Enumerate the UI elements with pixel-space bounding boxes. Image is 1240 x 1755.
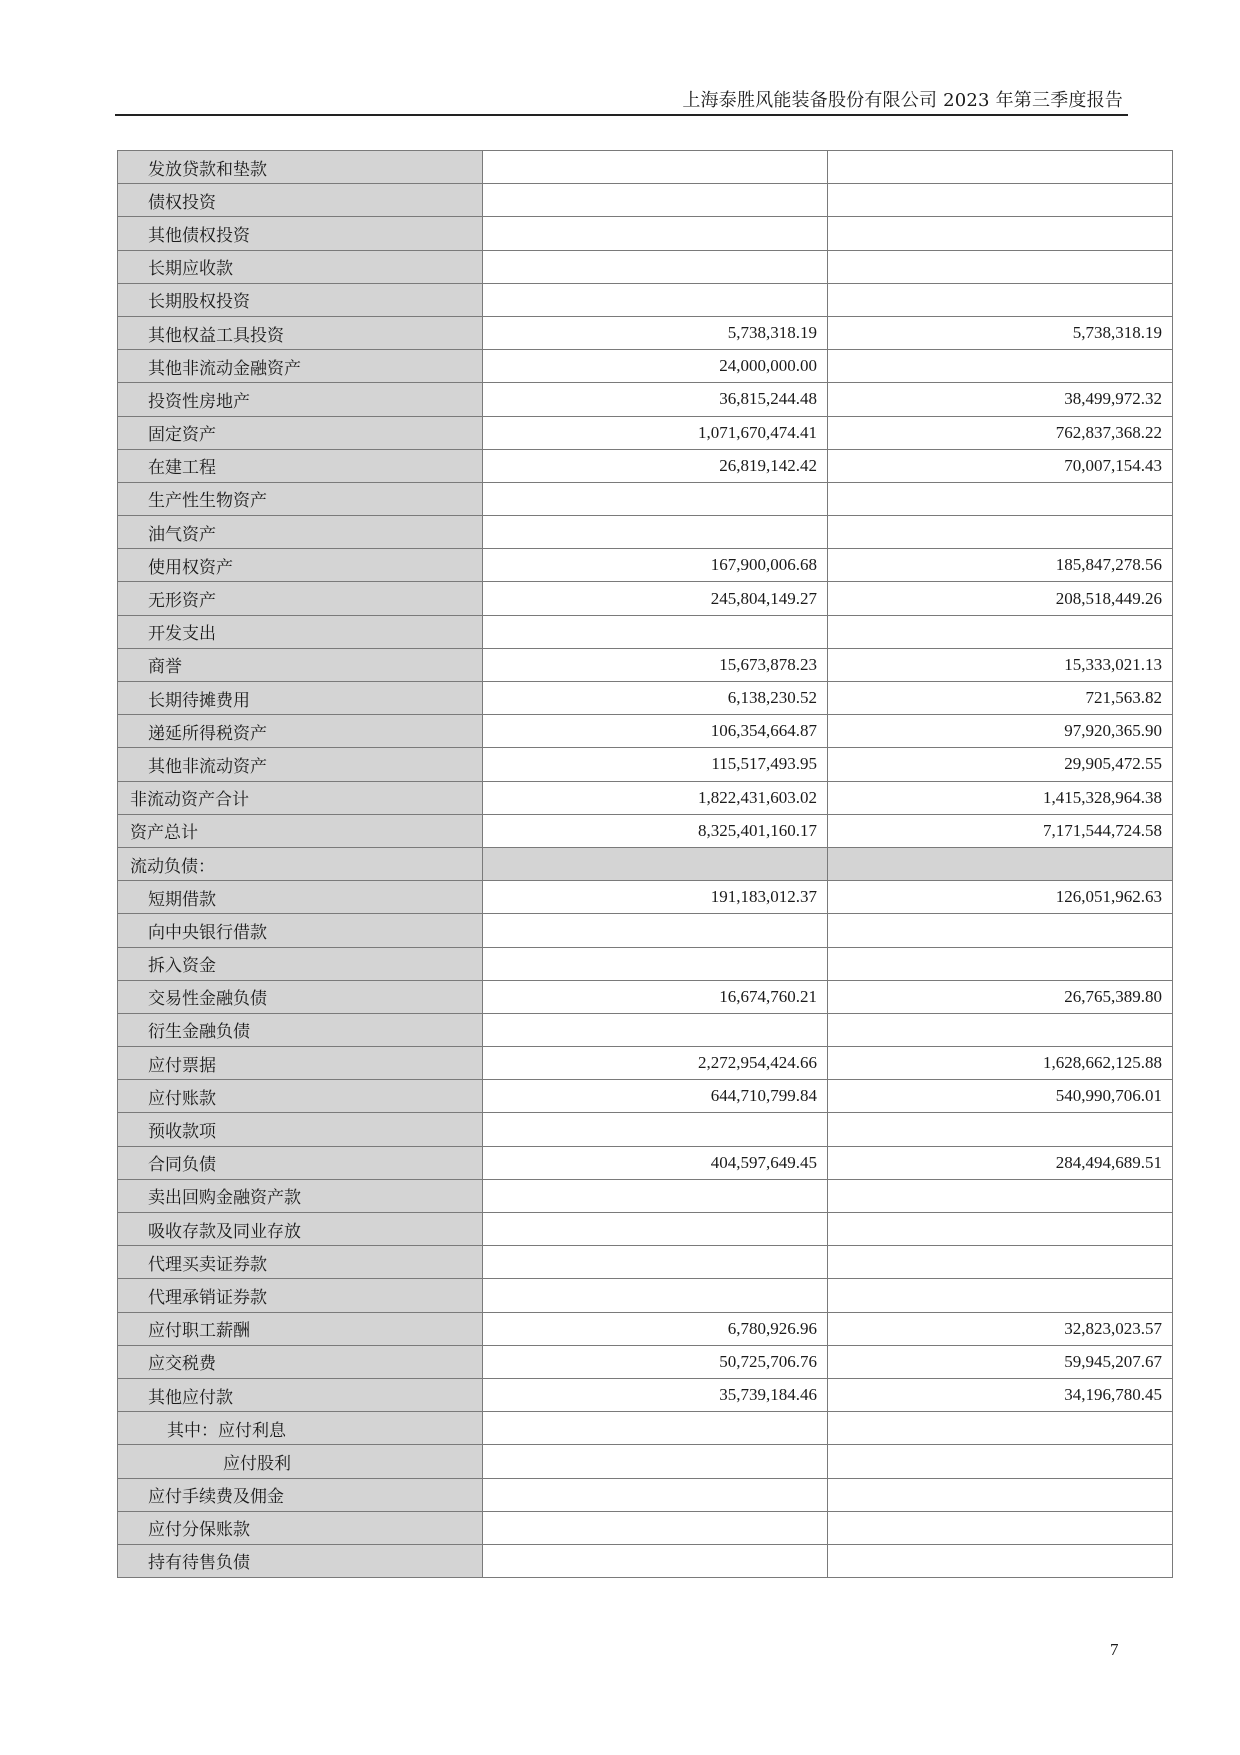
current-period-value [483,217,828,250]
prior-period-value [828,184,1173,217]
prior-period-value [828,1113,1173,1146]
prior-period-value [828,283,1173,316]
table-row [118,383,1173,416]
row-label: 交易性金融负债 [118,980,483,1013]
table-row [118,1345,1173,1378]
current-period-value [483,1478,828,1511]
table-row [118,1179,1173,1212]
page-number: 7 [1110,1640,1119,1659]
current-period-value: 36,815,244.48 [483,383,828,416]
current-period-value: 8,325,401,160.17 [483,814,828,847]
row-label: 递延所得税资产 [118,715,483,748]
current-period-value: 2,272,954,424.66 [483,1047,828,1080]
row-label: 资产总计 [118,814,483,847]
prior-period-value: 29,905,472.55 [828,748,1173,781]
table-row [118,1412,1173,1445]
table-row [118,1544,1173,1577]
row-label: 投资性房地产 [118,383,483,416]
row-label: 衍生金融负债 [118,1013,483,1046]
table-row [118,1047,1173,1080]
row-label: 固定资产 [118,416,483,449]
table-row [118,814,1173,847]
table-row [118,350,1173,383]
row-label: 无形资产 [118,582,483,615]
prior-period-value: 59,945,207.67 [828,1345,1173,1378]
prior-period-value [828,1511,1173,1544]
table-row [118,1080,1173,1113]
table-row [118,1312,1173,1345]
prior-period-value [828,1478,1173,1511]
current-period-value [483,1279,828,1312]
prior-period-value: 208,518,449.26 [828,582,1173,615]
row-label: 其中：应付利息 [118,1412,483,1445]
row-label: 代理买卖证券款 [118,1246,483,1279]
row-label: 其他权益工具投资 [118,316,483,349]
table-row [118,283,1173,316]
current-period-value: 35,739,184.46 [483,1378,828,1411]
current-period-value: 6,780,926.96 [483,1312,828,1345]
prior-period-value: 762,837,368.22 [828,416,1173,449]
table-row [118,1478,1173,1511]
current-period-value: 404,597,649.45 [483,1146,828,1179]
prior-period-value: 32,823,023.57 [828,1312,1173,1345]
current-period-value [483,1544,828,1577]
current-period-value: 115,517,493.95 [483,748,828,781]
prior-period-value [828,1544,1173,1577]
table-row [118,184,1173,217]
prior-period-value: 5,738,318.19 [828,316,1173,349]
prior-period-value [828,1279,1173,1312]
table-row [118,549,1173,582]
table-row [118,914,1173,947]
prior-period-value: 185,847,278.56 [828,549,1173,582]
current-period-value [483,1013,828,1046]
prior-period-value [828,1412,1173,1445]
table-row [118,1013,1173,1046]
prior-period-value: 26,765,389.80 [828,980,1173,1013]
current-period-value [483,847,828,880]
current-period-value [483,1179,828,1212]
current-period-value: 15,673,878.23 [483,648,828,681]
row-label: 应付手续费及佣金 [118,1478,483,1511]
table-row [118,715,1173,748]
prior-period-value [828,350,1173,383]
table-row [118,416,1173,449]
table-row [118,449,1173,482]
row-label: 商誉 [118,648,483,681]
prior-period-value [828,914,1173,947]
prior-period-value: 7,171,544,724.58 [828,814,1173,847]
row-label: 债权投资 [118,184,483,217]
current-period-value: 245,804,149.27 [483,582,828,615]
row-label: 卖出回购金融资产款 [118,1179,483,1212]
table-row [118,1378,1173,1411]
balance-sheet-table [117,150,1173,1578]
row-label: 开发支出 [118,615,483,648]
balance-sheet-body [118,151,1173,1578]
table-row [118,615,1173,648]
table-row [118,1511,1173,1544]
current-period-value: 5,738,318.19 [483,316,828,349]
prior-period-value [828,516,1173,549]
current-period-value [483,1412,828,1445]
table-row [118,1213,1173,1246]
row-label: 其他非流动资产 [118,748,483,781]
row-label: 其他债权投资 [118,217,483,250]
table-row [118,582,1173,615]
prior-period-value [828,1445,1173,1478]
current-period-value [483,947,828,980]
row-label: 应付账款 [118,1080,483,1113]
table-row [118,217,1173,250]
row-label: 应付票据 [118,1047,483,1080]
row-label: 长期股权投资 [118,283,483,316]
prior-period-value [828,1213,1173,1246]
row-label: 拆入资金 [118,947,483,980]
prior-period-value: 540,990,706.01 [828,1080,1173,1113]
current-period-value: 106,354,664.87 [483,715,828,748]
current-period-value [483,1246,828,1279]
table-row [118,648,1173,681]
prior-period-value: 1,628,662,125.88 [828,1047,1173,1080]
current-period-value [483,1213,828,1246]
current-period-value: 26,819,142.42 [483,449,828,482]
row-label: 生产性生物资产 [118,482,483,515]
current-period-value [483,184,828,217]
row-label: 其他应付款 [118,1378,483,1411]
table-row [118,748,1173,781]
row-label: 在建工程 [118,449,483,482]
prior-period-value: 97,920,365.90 [828,715,1173,748]
current-period-value [483,283,828,316]
current-period-value [483,615,828,648]
prior-period-value: 126,051,962.63 [828,881,1173,914]
prior-period-value [828,151,1173,184]
table-row [118,980,1173,1013]
table-row [118,151,1173,184]
prior-period-value: 38,499,972.32 [828,383,1173,416]
row-label: 吸收存款及同业存放 [118,1213,483,1246]
current-period-value [483,482,828,515]
current-period-value: 1,071,670,474.41 [483,416,828,449]
row-label: 长期待摊费用 [118,682,483,715]
prior-period-value: 15,333,021.13 [828,648,1173,681]
prior-period-value [828,615,1173,648]
row-label: 预收款项 [118,1113,483,1146]
row-label: 流动负债： [118,847,483,880]
current-period-value [483,516,828,549]
table-row [118,781,1173,814]
current-period-value: 191,183,012.37 [483,881,828,914]
prior-period-value: 1,415,328,964.38 [828,781,1173,814]
prior-period-value [828,947,1173,980]
prior-period-value [828,482,1173,515]
row-label: 发放贷款和垫款 [118,151,483,184]
report-header-title: 上海泰胜风能装备股份有限公司 2023 年第三季度报告 [682,90,1123,111]
current-period-value: 1,822,431,603.02 [483,781,828,814]
row-label: 持有待售负债 [118,1544,483,1577]
row-label: 代理承销证券款 [118,1279,483,1312]
table-row [118,1246,1173,1279]
prior-period-value: 721,563.82 [828,682,1173,715]
current-period-value [483,914,828,947]
row-label: 应交税费 [118,1345,483,1378]
prior-period-value [828,847,1173,880]
current-period-value [483,1445,828,1478]
row-label: 其他非流动金融资产 [118,350,483,383]
row-label: 非流动资产合计 [118,781,483,814]
row-label: 应付分保账款 [118,1511,483,1544]
row-label: 应付职工薪酬 [118,1312,483,1345]
table-row [118,516,1173,549]
prior-period-value [828,1013,1173,1046]
current-period-value [483,151,828,184]
current-period-value [483,250,828,283]
row-label: 应付股利 [118,1445,483,1478]
table-row [118,1146,1173,1179]
table-row [118,316,1173,349]
table-row [118,881,1173,914]
current-period-value [483,1511,828,1544]
row-label: 油气资产 [118,516,483,549]
table-row [118,1445,1173,1478]
row-label: 长期应收款 [118,250,483,283]
table-section-row [118,847,1173,880]
current-period-value: 167,900,006.68 [483,549,828,582]
prior-period-value: 34,196,780.45 [828,1378,1173,1411]
row-label: 短期借款 [118,881,483,914]
row-label: 向中央银行借款 [118,914,483,947]
current-period-value: 6,138,230.52 [483,682,828,715]
header-divider [115,114,1128,116]
table-row [118,250,1173,283]
table-row [118,482,1173,515]
prior-period-value: 70,007,154.43 [828,449,1173,482]
prior-period-value [828,217,1173,250]
prior-period-value [828,250,1173,283]
current-period-value [483,1113,828,1146]
prior-period-value: 284,494,689.51 [828,1146,1173,1179]
table-row [118,682,1173,715]
table-row [118,1113,1173,1146]
prior-period-value [828,1246,1173,1279]
current-period-value: 50,725,706.76 [483,1345,828,1378]
table-row [118,1279,1173,1312]
prior-period-value [828,1179,1173,1212]
row-label: 使用权资产 [118,549,483,582]
current-period-value: 644,710,799.84 [483,1080,828,1113]
row-label: 合同负债 [118,1146,483,1179]
current-period-value: 16,674,760.21 [483,980,828,1013]
current-period-value: 24,000,000.00 [483,350,828,383]
table-row [118,947,1173,980]
